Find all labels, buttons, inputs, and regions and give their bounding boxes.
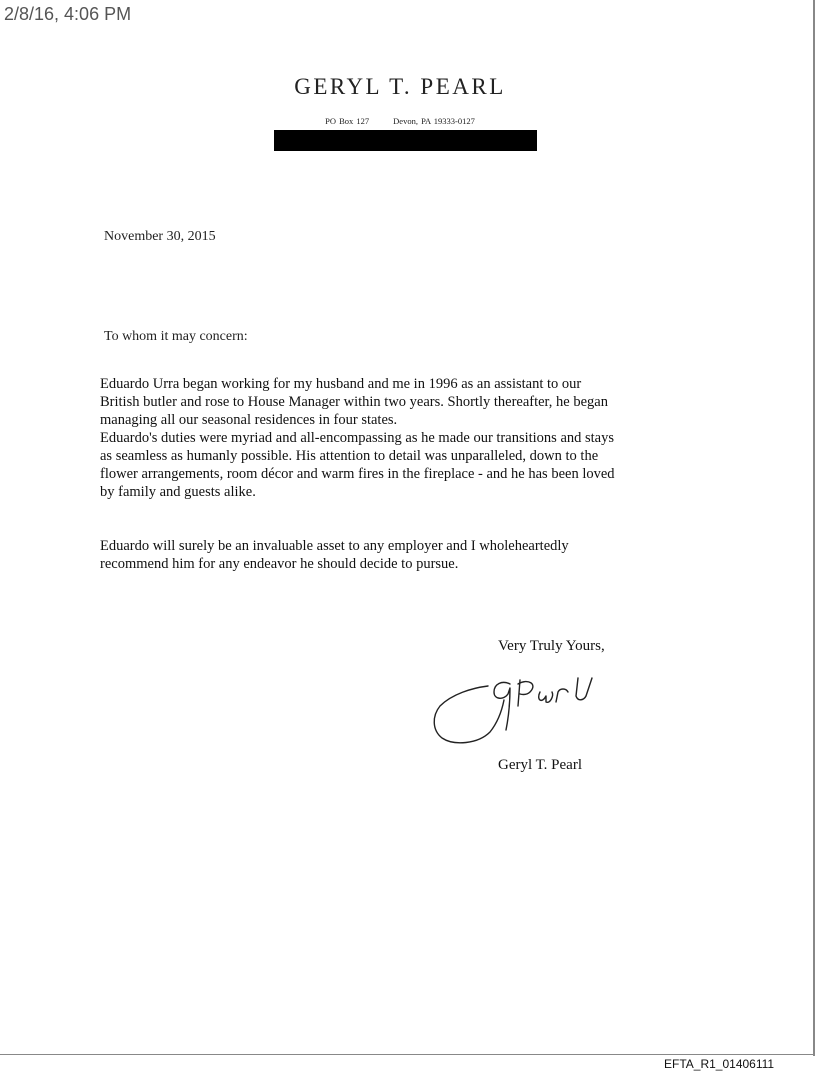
letterhead-po-box: PO Box 127 <box>325 116 370 126</box>
letterhead-name: GERYL T. PEARL <box>294 74 506 99</box>
paragraph-line: Eduardo's duties were myriad and all-encompassing as he made our transitions and stays <box>100 430 615 446</box>
paragraph-line: flower arrangements, room décor and warm fires in the fireplace - and he has been loved <box>100 466 615 482</box>
paragraph-line: Eduardo Urra began working for my husband and me in 1996 as an assistant to our <box>100 376 582 392</box>
paragraph-line: managing all our seasonal residences in four states. <box>100 412 398 428</box>
letter-salutation: To whom it may concern: <box>104 329 248 344</box>
paragraph-line: as seamless as humanly possible. His attention to detail was unparalleled, down to the <box>100 448 599 464</box>
print-timestamp: 2/8/16, 4:06 PM <box>4 4 132 24</box>
letterhead-city: Devon, PA 19333-0127 <box>393 116 475 126</box>
paragraph-line: recommend him for any endeavor he should decide to pursue. <box>100 556 459 572</box>
document-id: EFTA_R1_01406111 <box>664 1057 775 1071</box>
body-paragraph-1 <box>100 375 720 501</box>
redaction-bar <box>274 130 537 151</box>
paragraph-line: Eduardo will surely be an invaluable asset to any employer and I wholeheartedly <box>100 538 569 554</box>
letter-date: November 30, 2015 <box>104 229 216 244</box>
letter-closing: Very Truly Yours, <box>498 638 605 654</box>
paragraph-line: British butler and rose to House Manager within two years. Shortly thereafter, he began <box>100 394 608 410</box>
page-border-bottom <box>0 1054 815 1055</box>
paragraph-line: by family and guests alike. <box>100 484 256 500</box>
letterhead-address <box>0 116 800 126</box>
page-border-right <box>813 0 815 1056</box>
signer-name: Geryl T. Pearl <box>498 757 583 773</box>
body-paragraph-2 <box>100 537 720 573</box>
handwritten-signature <box>428 672 608 752</box>
